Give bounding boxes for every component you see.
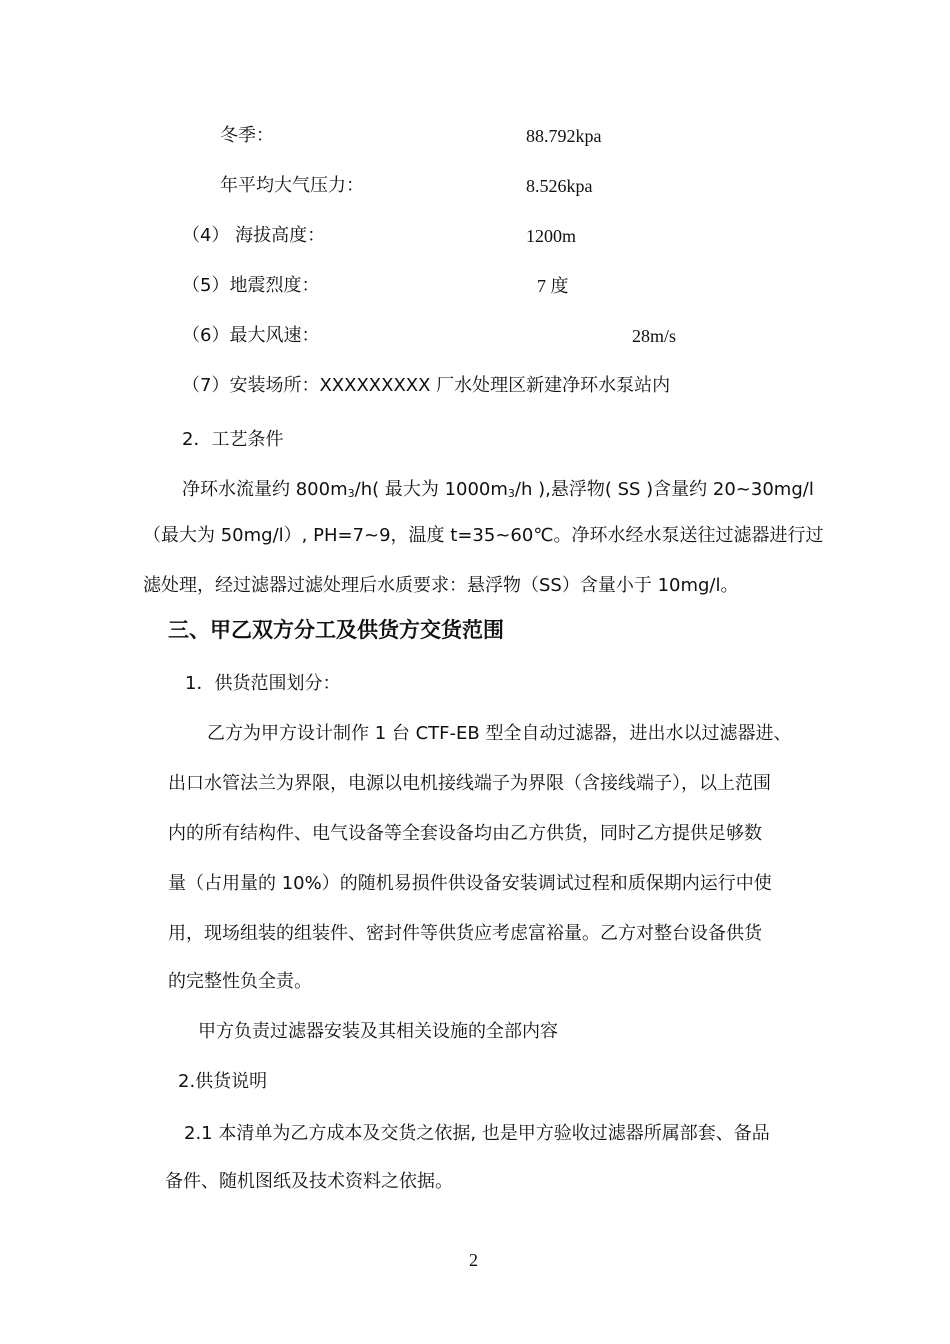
process-line-1-sub1: 3	[347, 487, 355, 500]
altitude-label: （4） 海拔高度：	[182, 225, 326, 246]
process-line-1-b: /h( 最大为 1000m	[354, 479, 508, 500]
winter-label: 冬季：	[220, 125, 274, 146]
supply-scope-para-line-4: 量（占用量的 10%）的随机易损件供设备安装调试过程和质保期内运行中使	[168, 873, 772, 894]
seismic-value: 7 度	[537, 276, 569, 296]
process-line-1	[182, 478, 814, 506]
supply-scope-para-line-5: 用，现场组装的组装件、密封件等供货应考虑富裕量。乙方对整台设备供货	[168, 923, 762, 944]
page-number: 2	[469, 1250, 478, 1270]
process-heading: 2．工艺条件	[182, 429, 284, 450]
supply-scope-para-line-2: 出口水管法兰为界限，电源以电机接线端子为界限（含接线端子），以上范围	[168, 773, 771, 794]
wind-label: （6）最大风速：	[182, 325, 320, 346]
supply-notes-heading: 2.供货说明	[178, 1071, 268, 1092]
seismic-label: （5）地震烈度：	[182, 275, 320, 296]
altitude-value: 1200m	[526, 226, 577, 246]
supply-scope-heading: 1．供货范围划分：	[185, 673, 341, 694]
process-line-3: 滤处理，经过滤器过滤处理后水质要求：悬浮物（SS）含量小于 10mg/l。	[143, 575, 739, 596]
process-line-1-sub2: 3	[507, 487, 515, 500]
supply-scope-para-line-6: 的完整性负全责。	[168, 971, 312, 992]
section-3-title: 三、甲乙双方分工及供货方交货范围	[168, 618, 504, 642]
supply-scope-para-line-1: 乙方为甲方设计制作 1 台 CTF-EB 型全自动过滤器，进出水以过滤器进、	[207, 723, 792, 744]
process-line-1-a: 净环水流量约 800m	[182, 479, 348, 500]
winter-value: 88.792kpa	[526, 126, 602, 146]
supply-scope-para-line-3: 内的所有结构件、电气设备等全套设备均由乙方供货，同时乙方提供足够数	[168, 823, 762, 844]
supply-notes-line-2: 备件、随机图纸及技术资料之依据。	[165, 1171, 453, 1192]
supply-notes-line-1: 2.1 本清单为乙方成本及交货之依据, 也是甲方验收过滤器所属部套、备品	[184, 1123, 770, 1144]
party-a-responsibility: 甲方负责过滤器安装及其相关设施的全部内容	[198, 1021, 558, 1042]
site-label: （7）安装场所：XXXXXXXXX 厂水处理区新建净环水泵站内	[182, 375, 671, 396]
annual-pressure-label: 年平均大气压力：	[220, 175, 364, 196]
annual-pressure-value: 8.526kpa	[526, 176, 593, 196]
wind-value: 28m/s	[632, 326, 677, 346]
process-line-1-c: /h ),悬浮物( SS )含量约 20~30mg/l	[514, 479, 814, 500]
process-line-2: （最大为 50mg/l）, PH=7~9，温度 t=35~60℃。净环水经水泵送往过滤器进行过	[143, 525, 824, 546]
